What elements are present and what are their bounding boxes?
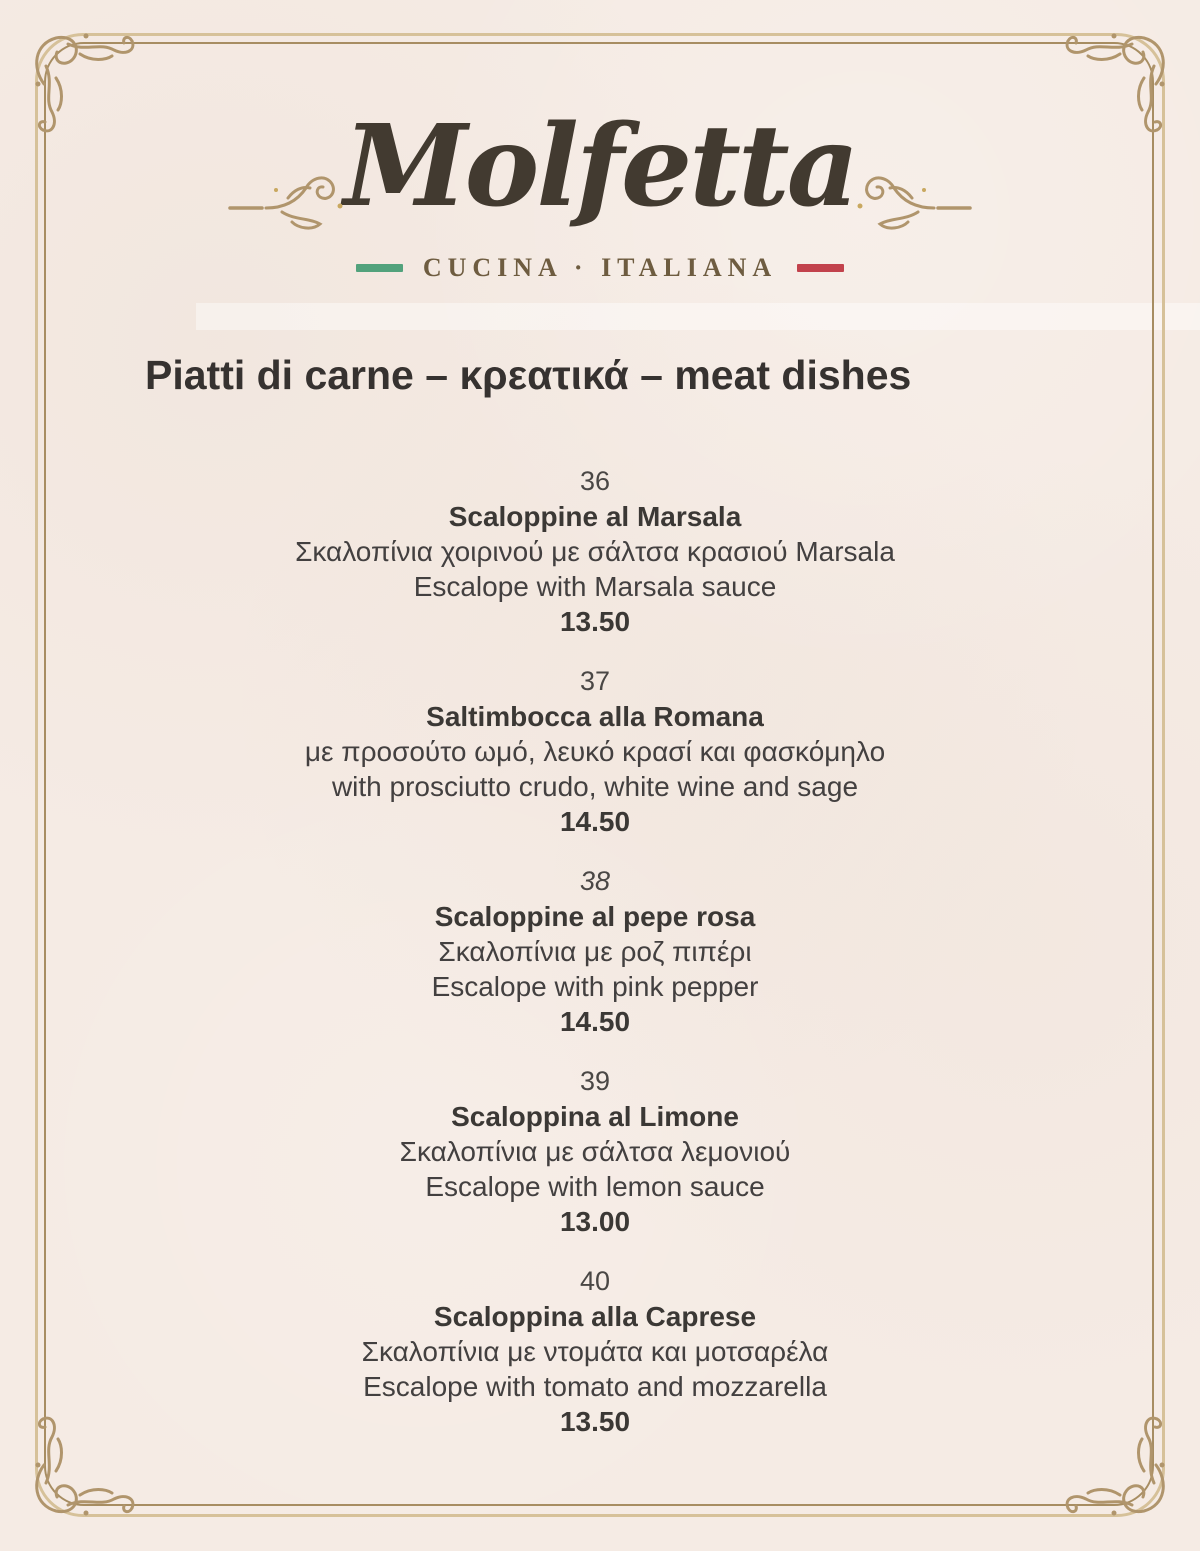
item-desc-english: Escalope with Marsala sauce [413, 571, 777, 602]
item-desc-english: Escalope with tomato and mozzarella [363, 1371, 827, 1402]
item-name: Scaloppina alla Caprese [433, 1301, 757, 1332]
brand-logo: Molfetta [343, 101, 857, 232]
item-name: Scaloppina al Limone [451, 1101, 739, 1132]
logo-flourish-icon [228, 162, 388, 246]
item-price: 13.00 [559, 1206, 631, 1237]
item-price: 13.50 [559, 1406, 631, 1437]
item-desc-greek: με προσούτο ωμό, λευκό κρασί και φασκόμηλο [304, 736, 886, 767]
item-desc-greek: Σκαλοπίνια χοιρινού με σάλτσα κρασιού Marsala [295, 536, 895, 567]
flag-dash-green [356, 264, 403, 272]
item-price: 14.50 [559, 806, 631, 837]
item-number: 39 [579, 1066, 611, 1096]
item-number: 40 [579, 1266, 611, 1296]
item-name: Scaloppine al pepe rosa [434, 901, 756, 932]
page-title: Piatti di carne – κρεατικά – meat dishes [145, 352, 912, 398]
item-desc-greek: Σκαλοπίνια με ροζ πιπέρι [438, 936, 752, 967]
item-number: 37 [579, 666, 611, 696]
logo-flourish-icon [812, 162, 972, 246]
flag-dash-red [797, 264, 844, 272]
item-number: 38 [579, 866, 611, 896]
item-desc-greek: Σκαλοπίνια με ντομάτα και μοτσαρέλα [361, 1336, 829, 1367]
item-desc-english: with prosciutto crudo, white wine and sage [331, 771, 859, 802]
item-name: Scaloppine al Marsala [448, 501, 742, 532]
item-price: 14.50 [559, 1006, 631, 1037]
menu-item [0, 1064, 1190, 1239]
menu-list [0, 464, 1190, 1464]
logo-tagline-row [0, 250, 1200, 286]
menu-item [0, 464, 1190, 639]
item-name: Saltimbocca alla Romana [426, 701, 764, 732]
scan-light-band [196, 303, 1200, 330]
logo-tagline: CUCINA · ITALIANA [422, 253, 778, 282]
item-desc-english: Escalope with lemon sauce [425, 1171, 765, 1202]
menu-item [0, 864, 1190, 1039]
menu-item [0, 664, 1190, 839]
item-desc-english: Escalope with pink pepper [431, 971, 759, 1002]
item-number: 36 [579, 466, 611, 496]
menu-item [0, 1264, 1190, 1439]
item-desc-greek: Σκαλοπίνια με σάλτσα λεμονιού [399, 1136, 791, 1167]
item-price: 13.50 [559, 606, 631, 637]
